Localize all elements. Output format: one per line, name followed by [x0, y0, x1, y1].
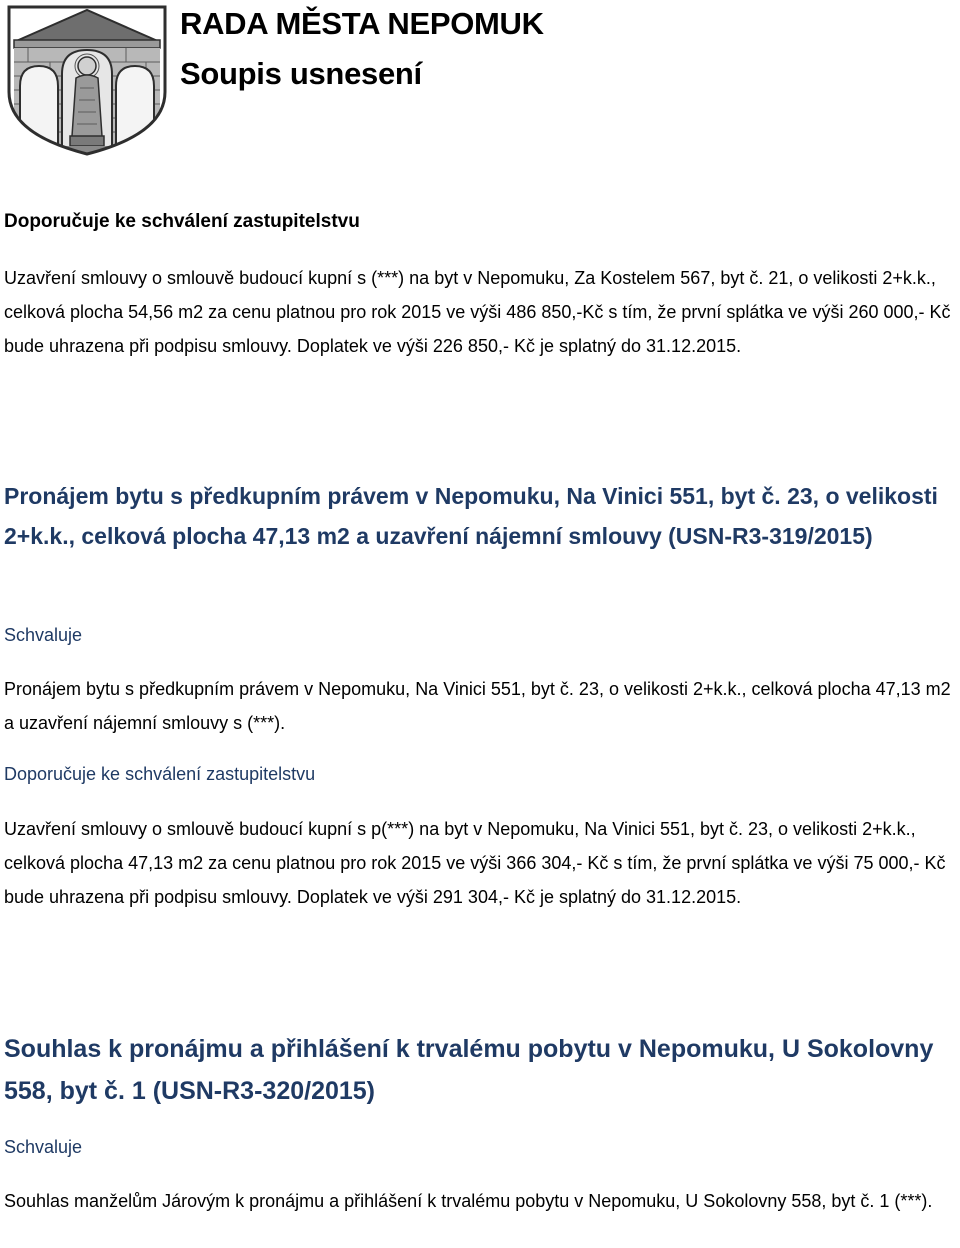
section2-approve-label: Schvaluje: [4, 625, 83, 645]
town-crest-icon: [6, 4, 168, 156]
page-subtitle: Soupis usnesení: [180, 56, 422, 91]
section2-heading: Pronájem bytu s předkupním právem v Nepomuku, Na Vinici 551, byt č. 23, o velikosti 2+k.k., celková plocha 47,13 m2 a uzavření nájemní smlouvy (USN-R3-319/2015): [4, 483, 938, 549]
section1-recommend-label: Doporučuje ke schválení zastupitelstvu: [4, 211, 360, 232]
section2-approve-text: Pronájem bytu s předkupním právem v Nepomuku, Na Vinici 551, byt č. 23, o velikosti 2+k.k., celková plocha 47,13 m2 a uzavření nájemní smlouvy s (***).: [4, 679, 951, 733]
section3-heading: Souhlas k pronájmu a přihlášení k trvalému pobytu v Nepomuku, U Sokolovny 558, byt č. 1 (USN-R3-320/2015): [4, 1035, 934, 1105]
section3-approve-text: Souhlas manželům Járovým k pronájmu a přihlášení k trvalému pobytu v Nepomuku, U Sokolovny 558, byt č. 1 (***).: [4, 1191, 933, 1211]
section2-recommend-text: Uzavření smlouvy o smlouvě budoucí kupní s p(***) na byt v Nepomuku, Na Vinici 551, byt č. 23, o velikosti 2+k.k., celková plocha 47,13 m2 za cenu platnou pro rok 2015 ve výši 366 304,- Kč s tím, že první splátka ve výši 75 000,- Kč bude uhrazena při podpisu smlouvy. Doplatek ve výši 291 304,- Kč je splatný do 31.12.2015.: [4, 819, 946, 907]
section2-recommend-label: Doporučuje ke schválení zastupitelstvu: [4, 764, 316, 784]
section3-approve-label: Schvaluje: [4, 1137, 83, 1157]
section1-text: Uzavření smlouvy o smlouvě budoucí kupní s (***) na byt v Nepomuku, Za Kostelem 567, byt č. 21, o velikosti 2+k.k., celková plocha 54,56 m2 za cenu platnou pro rok 2015 ve výši 486 850,-Kč s tím, že první splátka ve výši 260 000,- Kč bude uhrazena při podpisu smlouvy. Doplatek ve výši 226 850,- Kč je splatný do 31.12.2015.: [4, 268, 951, 356]
page-title: RADA MĚSTA NEPOMUK: [180, 6, 544, 41]
